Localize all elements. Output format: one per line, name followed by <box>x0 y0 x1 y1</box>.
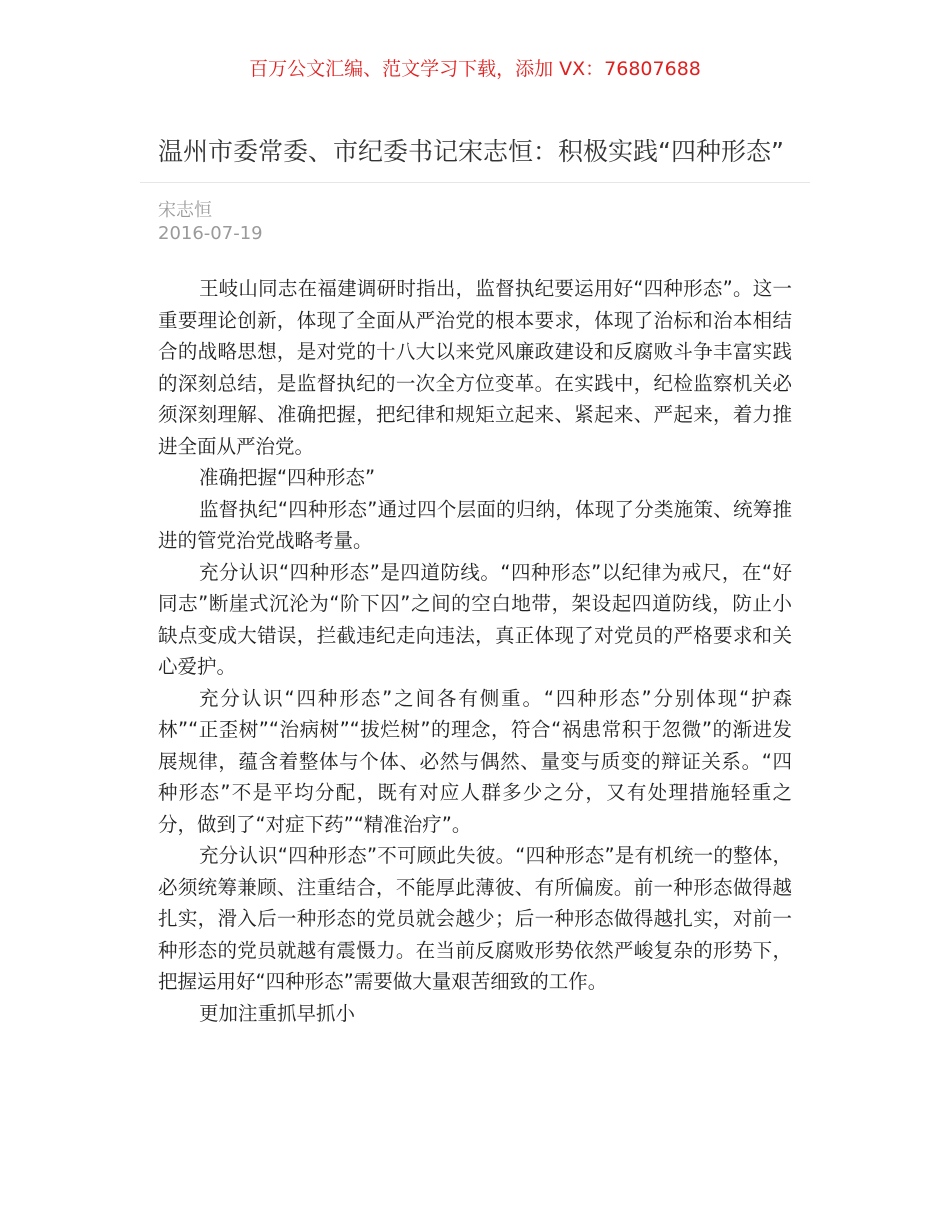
article-title: 温州市委常委、市纪委书记宋志恒：积极实践“四种形态” <box>140 134 810 183</box>
article-meta <box>140 183 810 245</box>
article-author: 宋志恒 <box>158 200 212 221</box>
paragraph: 监督执纪“四种形态”通过四个层面的归纳，体现了分类施策、统筹推进的管党治党战略考量。 <box>158 497 792 552</box>
article-date: 2016-07-19 <box>158 223 263 244</box>
section-heading: 更加注重抓早抓小 <box>198 1001 355 1025</box>
section-heading: 准确把握“四种形态” <box>198 466 376 489</box>
paragraph: 充分认识“四种形态”是四道防线。“四种形态”以纪律为戒尺，在“好同志”断崖式沉沦为“阶下囚”之间的空白地带，架设起四道防线，防止小缺点变成大错误，拦截违纪走向违法，真正体现了对党员的严格要求和关心爱护。 <box>158 560 792 678</box>
article <box>140 134 810 1029</box>
paragraph: 充分认识“四种形态”之间各有侧重。“四种形态”分别体现“护森林”“正歪树”“治病树”“拔烂树”的理念，符合“祸患常积于忽微”的渐进发展规律，蕴含着整体与个体、必然与偶然、量变与质变的辩证关系。“四种形态”不是平均分配，既有对应人群多少之分，又有处理措施轻重之分，做到了“对症下药”“精准治疗”。 <box>158 686 792 836</box>
paragraph-intro: 王岐山同志在福建调研时指出，监督执纪要运用好“四种形态”。这一重要理论创新，体现了全面从严治党的根本要求，体现了治标和治本相结合的战略思想，是对党的十八大以来党风廉政建设和反腐败斗争丰富实践的深刻总结，是监督执纪的一次全方位变革。在实践中，纪检监察机关必须深刻理解、准确把握，把纪律和规矩立起来、紧起来、严起来，着力推进全面从严治党。 <box>158 277 792 458</box>
paragraph: 充分认识“四种形态”不可顾此失彼。“四种形态”是有机统一的整体，必须统筹兼顾、注重结合，不能厚此薄彼、有所偏废。前一种形态做得越扎实，滑入后一种形态的党员就会越少；后一种形态做得越扎实，对前一种形态的党员就越有震慑力。在当前反腐败形势依然严峻复杂的形势下，把握运用好“四种形态”需要做大量艰苦细致的工作。 <box>158 844 792 993</box>
watermark-banner: 百万公文汇编、范文学习下载，添加 VX：76807688 <box>249 58 701 80</box>
article-body <box>140 273 810 1029</box>
